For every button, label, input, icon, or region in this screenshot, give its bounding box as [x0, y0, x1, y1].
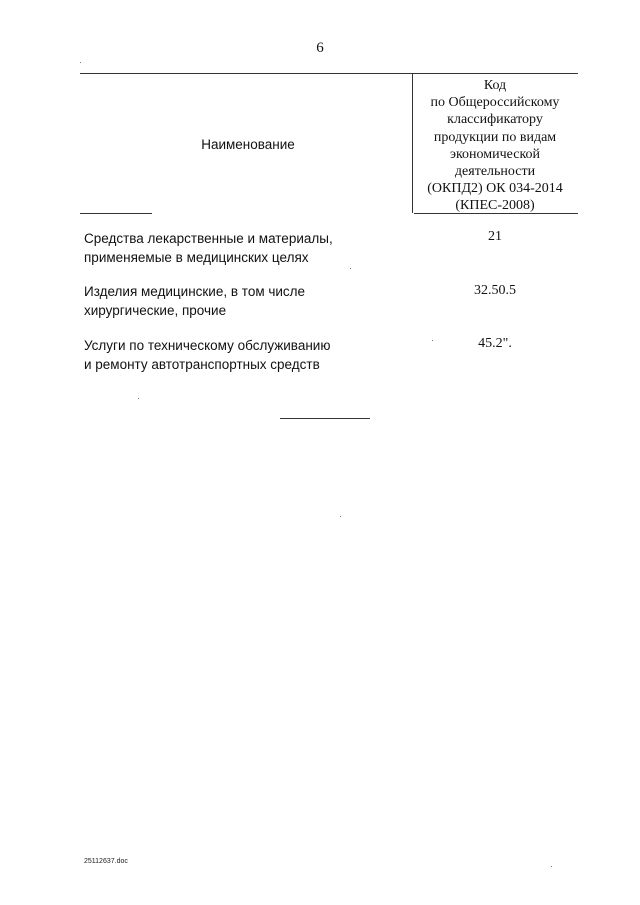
scan-speck — [350, 268, 351, 269]
row-name-line: Средства лекарственные и материалы, — [84, 231, 333, 246]
header-code-line: продукции по видам — [433, 129, 557, 145]
header-code-line: классификатору — [447, 112, 543, 128]
header-code-line: (КПЕС-2008) — [455, 198, 535, 214]
scan-speck — [80, 62, 81, 63]
row-code: 21 — [488, 229, 502, 244]
page-number: 6 — [316, 40, 324, 56]
row-code: 45.2". — [478, 336, 512, 351]
footer-filename: 25112637.doc — [84, 858, 128, 865]
header-code-line: экономической — [449, 146, 541, 162]
table-top-rule — [80, 73, 578, 74]
column-header-code — [413, 77, 577, 215]
row-name-line: и ремонту автотранспортных средств — [84, 357, 320, 372]
row-code: 32.50.5 — [474, 283, 516, 298]
header-bottom-rule-left — [80, 213, 152, 214]
row-name — [84, 336, 384, 374]
row-name-line: Изделия медицинские, в том числе — [84, 284, 306, 299]
row-name-line: применяемые в медицинских целях — [84, 250, 309, 265]
scan-speck — [138, 398, 139, 399]
header-code-line: по Общероссийскому — [430, 95, 560, 111]
row-name — [84, 229, 384, 267]
end-of-document-rule — [280, 418, 370, 419]
header-code-line: Код — [483, 78, 507, 93]
scan-speck — [551, 866, 552, 867]
header-code-line: (ОКПД2) ОК 034-2014 — [427, 181, 563, 197]
row-name-line: Услуги по техническому обслуживанию — [84, 338, 331, 353]
column-header-name: Наименование — [201, 137, 295, 152]
row-name — [84, 282, 384, 320]
header-code-line: деятельности — [454, 164, 536, 180]
scan-speck — [432, 340, 433, 341]
row-name-line: хирургические, прочие — [84, 303, 227, 318]
scan-speck — [340, 516, 341, 517]
